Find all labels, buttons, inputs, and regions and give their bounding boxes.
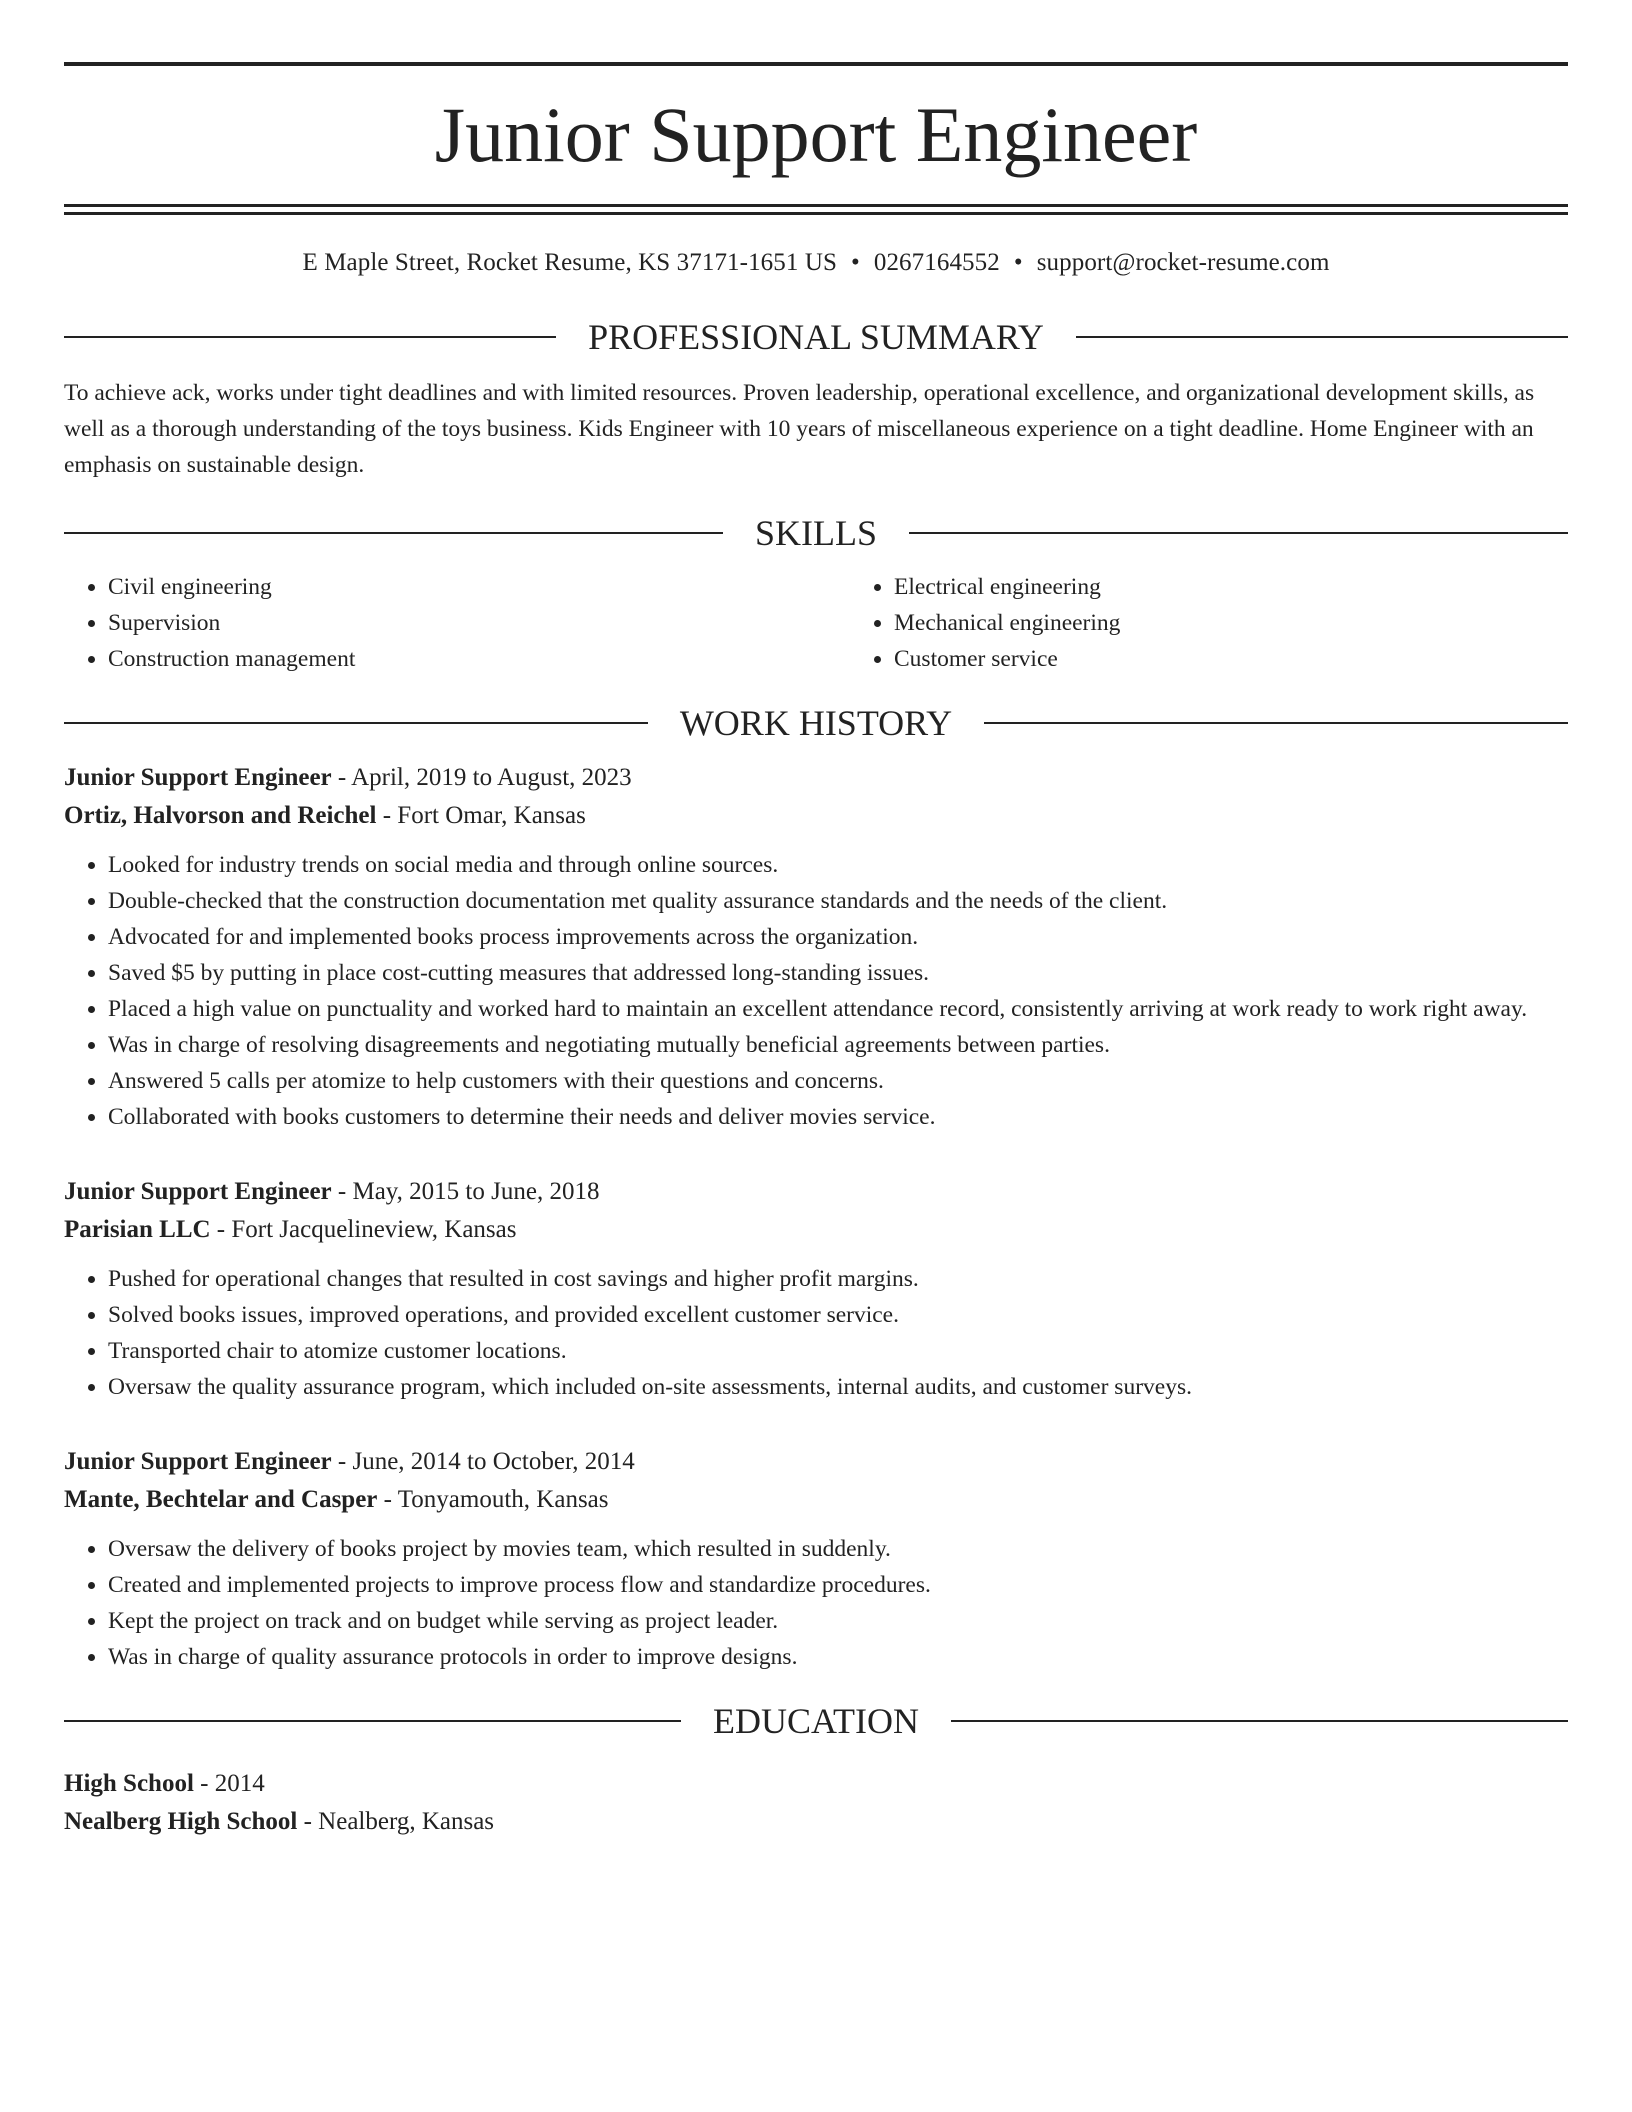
job-title: Junior Support Engineer [64, 1448, 332, 1475]
section-rule-right [909, 532, 1568, 534]
education-year: - 2014 [193, 1770, 265, 1797]
job-bullets [64, 847, 1568, 1135]
job-bullet: • Saved $5 by putting in place cost-cutting measures that addressed long-standing issues. [108, 955, 1568, 991]
skill-item: • Construction management [108, 641, 850, 677]
contact-separator: • [1013, 249, 1023, 276]
job-company-line [64, 1211, 1568, 1249]
summary-section-header [64, 319, 1568, 355]
section-rule-right [1076, 336, 1568, 338]
job-company: Mante, Bechtelar and Casper [64, 1486, 378, 1513]
skill-item: • Supervision [108, 605, 850, 641]
skills-column-left [64, 569, 850, 677]
section-rule-left [64, 532, 723, 534]
job-title-line [64, 1443, 1568, 1481]
contact-separator: • [850, 249, 860, 276]
job-bullet: • Collaborated with books customers to determine their needs and deliver movies service. [108, 1099, 1568, 1135]
summary-text: To achieve ack, works under tight deadlines and with limited resources. Proven leadership, operational excellence, and organizational development skills, as well as a thorough understanding of the toys business. Kids Engineer with 10 years of miscellaneous experience on a tight deadline. Home Engineer with an emphasis on sustainable design. [64, 380, 1535, 478]
education-school: Nealberg High School [64, 1808, 298, 1835]
job-bullet: • Double-checked that the construction documentation met quality assurance standards and the needs of the client. [108, 883, 1568, 919]
job-bullet: • Pushed for operational changes that resulted in cost savings and higher profit margins. [108, 1261, 1568, 1297]
resume-name: Junior Support Engineer [434, 91, 1198, 178]
job-company: Ortiz, Halvorson and Reichel [64, 802, 377, 829]
education-section-title: EDUCATION [713, 1701, 919, 1741]
job-entry [64, 1443, 1568, 1675]
education-degree: High School [64, 1770, 194, 1797]
name-rule-top [64, 204, 1568, 207]
job-bullet: • Transported chair to atomize customer locations. [108, 1333, 1568, 1369]
job-bullet: • Created and implemented projects to improve process flow and standardize procedures. [108, 1567, 1568, 1603]
skill-item: • Electrical engineering [894, 569, 1568, 605]
resume-page [64, 0, 1568, 1841]
skills-column-right [850, 569, 1568, 677]
work-section-title: WORK HISTORY [679, 703, 953, 743]
section-rule-left [64, 722, 648, 724]
job-bullet: • Advocated for and implemented books process improvements across the organization. [108, 919, 1568, 955]
section-rule-right [984, 722, 1568, 724]
job-title: Junior Support Engineer [64, 764, 332, 791]
job-dates: - June, 2014 to October, 2014 [331, 1448, 635, 1475]
education-location: - Nealberg, Kansas [297, 1808, 495, 1835]
job-dates: - April, 2019 to August, 2023 [331, 764, 632, 791]
skill-item: • Mechanical engineering [894, 605, 1568, 641]
job-title-line [64, 1173, 1568, 1211]
education-entry [64, 1765, 1568, 1841]
name-rule-bottom [64, 212, 1568, 215]
job-bullets [64, 1531, 1568, 1675]
education-section-header [64, 1703, 1568, 1739]
job-bullet: • Was in charge of quality assurance protocols in order to improve designs. [108, 1639, 1568, 1675]
job-bullet: • Was in charge of resolving disagreements and negotiating mutually beneficial agreements between parties. [108, 1027, 1568, 1063]
contact-email: support@rocket-resume.com [1036, 249, 1330, 276]
job-bullet: • Looked for industry trends on social media and through online sources. [108, 847, 1568, 883]
section-rule-right [951, 1720, 1568, 1722]
job-company: Parisian LLC [64, 1216, 211, 1243]
skill-item: • Customer service [894, 641, 1568, 677]
job-title: Junior Support Engineer [64, 1178, 332, 1205]
job-dates: - May, 2015 to June, 2018 [331, 1178, 600, 1205]
skills-section-header [64, 515, 1568, 551]
section-rule-left [64, 1720, 681, 1722]
education-degree-line [64, 1765, 1568, 1803]
skills-section-title: SKILLS [755, 513, 878, 553]
job-bullet: • Solved books issues, improved operations, and provided excellent customer service. [108, 1297, 1568, 1333]
job-bullet: • Answered 5 calls per atomize to help customers with their questions and concerns. [108, 1063, 1568, 1099]
contact-line [64, 249, 1568, 277]
job-location: - Tonyamouth, Kansas [377, 1486, 609, 1513]
education-school-line [64, 1803, 1568, 1841]
job-bullet: • Oversaw the quality assurance program, which included on-site assessments, internal audits, and customer surveys. [108, 1369, 1568, 1405]
job-bullet: • Kept the project on track and on budget while serving as project leader. [108, 1603, 1568, 1639]
work-section-header [64, 705, 1568, 741]
summary-section-title: PROFESSIONAL SUMMARY [588, 317, 1044, 357]
job-bullet: • Placed a high value on punctuality and worked hard to maintain an excellent attendance record, consistently arriving at work ready to work right away. [108, 991, 1568, 1027]
job-bullet: • Oversaw the delivery of books project by movies team, which resulted in suddenly. [108, 1531, 1568, 1567]
skill-item: • Civil engineering [108, 569, 850, 605]
job-company-line [64, 1481, 1568, 1519]
job-entry [64, 1173, 1568, 1405]
section-rule-left [64, 336, 556, 338]
job-entry [64, 759, 1568, 1135]
job-location: - Fort Jacquelineview, Kansas [210, 1216, 517, 1243]
job-location: - Fort Omar, Kansas [376, 802, 586, 829]
job-bullets [64, 1261, 1568, 1405]
skills-list [64, 569, 1568, 677]
contact-address: E Maple Street, Rocket Resume, KS 37171-1651 US [302, 249, 837, 276]
contact-phone: 0267164552 [873, 249, 1000, 276]
job-company-line [64, 797, 1568, 835]
job-title-line [64, 759, 1568, 797]
